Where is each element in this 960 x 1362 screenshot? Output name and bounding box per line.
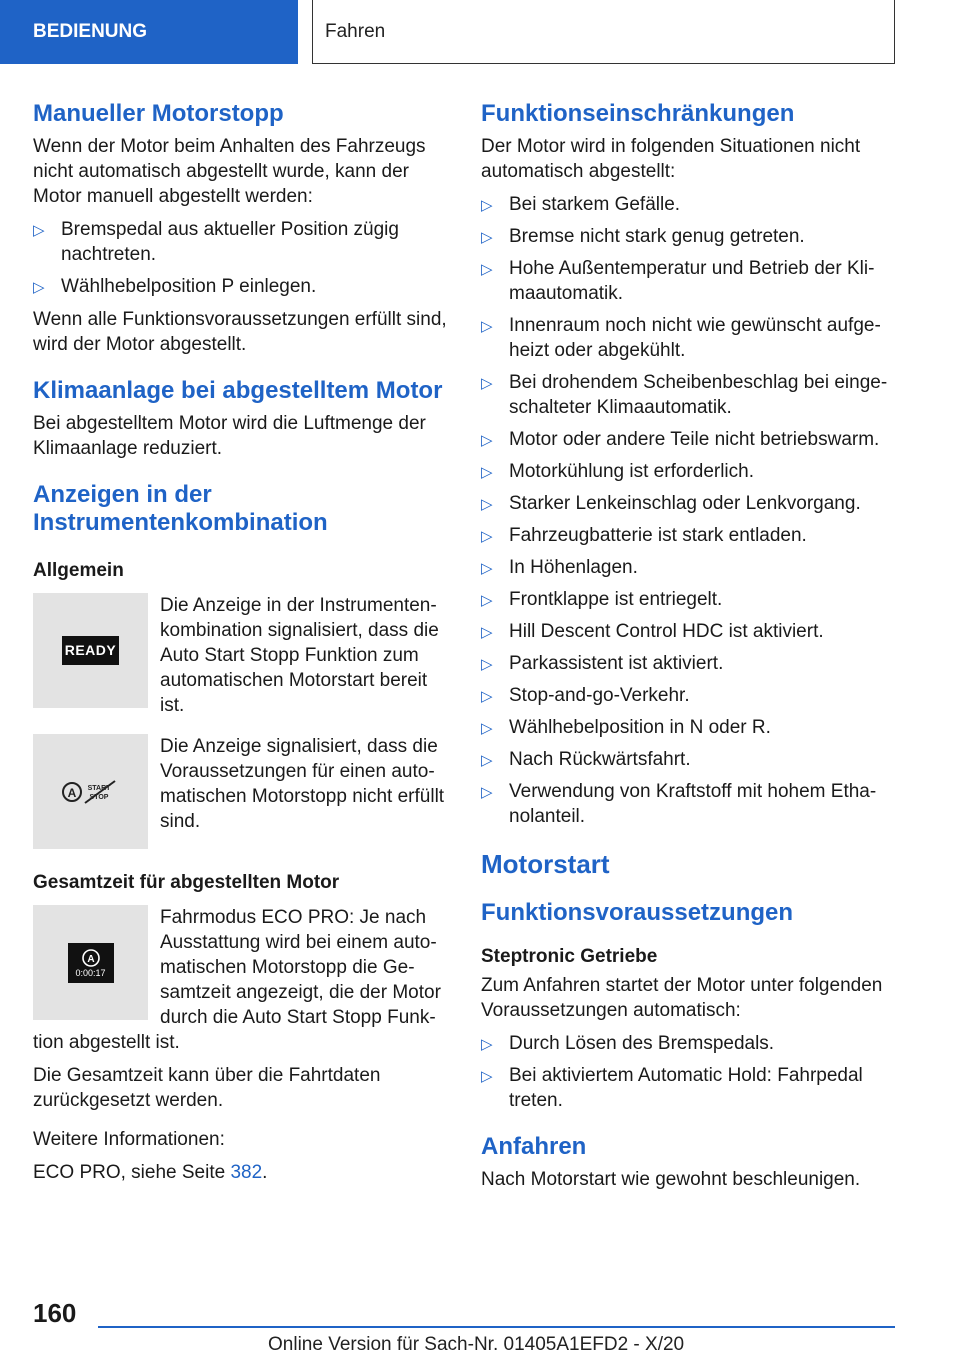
list-item-text: Bremse nicht stark genug getreten. <box>509 226 805 247</box>
list-item <box>481 192 901 217</box>
engine-start-heading: Motorstart <box>481 849 610 879</box>
list-item-text: Starker Lenkeinschlag oder Lenkvorgang. <box>509 493 861 514</box>
list-item-text: Bremspedal aus aktueller Position zügig nachtreten. <box>61 219 399 265</box>
timer-display <box>68 943 114 983</box>
ready-icon: READY <box>62 636 120 665</box>
manual-stop-outro: Wenn alle Funktionsvoraussetzungen erfüllt sind, wird der Motor abgestellt. <box>33 309 447 355</box>
list-item <box>33 217 448 267</box>
list-item-text: Verwendung von Kraftstoff mit hohem Ethanolanteil. <box>509 781 877 827</box>
ready-indicator-row <box>33 593 448 726</box>
display-heading-line2: Instrumentenkombination <box>33 509 328 536</box>
list-item-text: Bei starkem Gefälle. <box>509 194 681 215</box>
list-item-text: Parkassistent ist aktiviert. <box>509 653 724 674</box>
list-item <box>481 1063 901 1113</box>
start-list <box>481 1031 901 1113</box>
list-item <box>481 779 901 829</box>
manual-stop-section <box>33 100 448 357</box>
list-item-text: Bei aktiviertem Automatic Hold: Fahrpedal treten. <box>509 1065 863 1111</box>
list-item-text: Motorkühlung ist erforderlich. <box>509 461 754 482</box>
list-item-text: Motor oder andere Teile nicht betriebswarm. <box>509 429 880 450</box>
list-item <box>481 683 901 708</box>
ready-text: Die Anzeige in der Instrumentenkombination signalisiert, dass die Auto Start Stopp Funktion zum automatischen Motorstart bereit ist. <box>160 595 439 716</box>
list-item-text: Durch Lösen des Bremspedals. <box>509 1033 775 1054</box>
start-stop-indicator-image <box>33 734 148 849</box>
climate-heading: Klimaanlage bei abgestelltem Motor <box>33 377 443 404</box>
triangle-bullet-icon: ▷ <box>481 528 493 545</box>
list-item <box>481 459 901 484</box>
manual-stop-list <box>33 217 448 299</box>
triangle-bullet-icon: ▷ <box>481 720 493 737</box>
list-item <box>481 587 901 612</box>
manual-stop-heading: Manueller Motorstopp <box>33 100 284 127</box>
timer-value: 0:00:17 <box>75 967 106 978</box>
requirements-heading: Funktionsvoraussetzungen <box>481 899 794 926</box>
list-item-text: Hill Descent Control HDC ist aktiviert. <box>509 621 824 642</box>
start-stop-indicator-row <box>33 734 448 857</box>
triangle-bullet-icon: ▷ <box>481 592 493 609</box>
page-link-382[interactable]: 382 <box>230 1162 263 1183</box>
chapter-tab <box>312 0 895 64</box>
list-item-text: Hohe Außentemperatur und Betrieb der Klimaautomatik. <box>509 258 875 304</box>
display-section <box>33 481 448 1185</box>
triangle-bullet-icon: ▷ <box>481 1068 493 1085</box>
left-column <box>33 100 448 1193</box>
triangle-bullet-icon: ▷ <box>481 318 493 335</box>
start-stop-off-icon <box>61 777 121 807</box>
triangle-bullet-icon: ▷ <box>481 560 493 577</box>
eco-pro-reference-text: ECO PRO, siehe Seite <box>33 1162 231 1183</box>
list-item <box>481 1031 901 1056</box>
footer-version: Online Version für Sach-Nr. 01405A1EFD2 - X/20 <box>268 1334 685 1355</box>
climate-text: Bei abgestelltem Motor wird die Luftmenge der Klimaanlage reduziert. <box>33 413 426 459</box>
more-info-label: Weitere Informationen: <box>33 1129 225 1150</box>
triangle-bullet-icon: ▷ <box>33 279 45 296</box>
list-item-text: Innenraum noch nicht wie gewünscht aufgeheizt oder abgekühlt. <box>509 315 881 361</box>
start-stop-icon-start: START <box>87 784 110 792</box>
list-item <box>481 651 901 676</box>
list-item <box>481 313 901 363</box>
triangle-bullet-icon: ▷ <box>481 784 493 801</box>
list-item <box>481 619 901 644</box>
list-item-text: Stop-and-go-Verkehr. <box>509 685 690 706</box>
display-heading-line1: Anzeigen in der <box>33 481 212 508</box>
section-tab <box>0 0 298 64</box>
limits-intro: Der Motor wird in folgenden Situationen nicht automatisch abgestellt: <box>481 136 861 182</box>
drive-off-heading: Anfahren <box>481 1133 587 1160</box>
list-item <box>481 491 901 516</box>
triangle-bullet-icon: ▷ <box>481 752 493 769</box>
start-stop-icon-stop: STOP <box>89 793 108 801</box>
total-time-heading: Gesamtzeit für abgestellten Motor <box>33 872 340 893</box>
triangle-bullet-icon: ▷ <box>481 197 493 214</box>
triangle-bullet-icon: ▷ <box>33 222 45 239</box>
list-item-text: Wählhebelposition in N oder R. <box>509 717 771 738</box>
triangle-bullet-icon: ▷ <box>481 624 493 641</box>
triangle-bullet-icon: ▷ <box>481 261 493 278</box>
triangle-bullet-icon: ▷ <box>481 432 493 449</box>
timer-text: Fahrmodus ECO PRO: Je nach Ausstattung wird bei einem automatischen Motorstopp die Gesamtzeit angezeigt, die der Motor durch die Auto Start Stopp Funktion abgestellt ist. <box>33 907 441 1053</box>
list-item <box>481 747 901 772</box>
reset-text: Die Gesamtzeit kann über die Fahrtdaten zurückgesetzt werden. <box>33 1065 381 1111</box>
triangle-bullet-icon: ▷ <box>481 229 493 246</box>
engine-start-section <box>481 849 901 1192</box>
start-stop-text: Die Anzeige signalisiert, dass die Voraussetzungen für einen automatischen Motorstopp nicht erfüllt sind. <box>160 736 445 832</box>
list-item-text: Bei drohendem Scheibenbeschlag bei eingeschalteter Klimaautomatik. <box>509 372 888 418</box>
triangle-bullet-icon: ▷ <box>481 688 493 705</box>
list-item <box>481 555 901 580</box>
steptronic-intro: Zum Anfahren startet der Motor unter folgenden Voraussetzungen automatisch: <box>481 975 883 1021</box>
list-item-text: In Höhenlagen. <box>509 557 638 578</box>
list-item-text: Fahrzeugbatterie ist stark entladen. <box>509 525 807 546</box>
list-item-text: Frontklappe ist entriegelt. <box>509 589 723 610</box>
page-number: 160 <box>33 1298 77 1328</box>
section-label: BEDIENUNG <box>33 21 148 42</box>
limits-heading: Funktionseinschränkungen <box>481 100 795 127</box>
list-item <box>481 715 901 740</box>
right-column <box>481 100 901 1200</box>
eco-pro-reference <box>33 1160 448 1185</box>
list-item <box>481 370 901 420</box>
triangle-bullet-icon: ▷ <box>481 464 493 481</box>
list-item-text: Wählhebelposition P einlegen. <box>61 276 317 297</box>
list-item <box>481 427 901 452</box>
triangle-bullet-icon: ▷ <box>481 375 493 392</box>
list-item-text: Nach Rückwärtsfahrt. <box>509 749 691 770</box>
triangle-bullet-icon: ▷ <box>481 1036 493 1053</box>
chapter-label: Fahren <box>325 20 386 42</box>
manual-stop-intro: Wenn der Motor beim Anhalten des Fahrzeugs nicht automatisch abgestellt wurde, kann der Motor manuell abgestellt werden: <box>33 136 426 207</box>
climate-section <box>33 377 448 461</box>
triangle-bullet-icon: ▷ <box>481 656 493 673</box>
eco-pro-reference-dot: . <box>262 1162 268 1183</box>
list-item <box>481 256 901 306</box>
timer-indicator-image <box>33 905 148 1020</box>
triangle-bullet-icon: ▷ <box>481 496 493 513</box>
limits-list <box>481 192 901 829</box>
ready-indicator-image <box>33 593 148 708</box>
list-item <box>33 274 448 299</box>
drive-off-text: Nach Motorstart wie gewohnt beschleunigen. <box>481 1169 861 1190</box>
start-stop-icon-letter: A <box>67 785 76 800</box>
list-item <box>481 523 901 548</box>
timer-icon-letter: A <box>86 953 95 965</box>
limits-section <box>481 100 901 829</box>
steptronic-heading: Steptronic Getriebe <box>481 946 658 967</box>
auto-start-stop-icon <box>81 948 101 968</box>
general-heading: Allgemein <box>33 560 124 581</box>
footer-divider <box>98 1326 895 1328</box>
display-heading <box>33 481 448 537</box>
list-item <box>481 224 901 249</box>
